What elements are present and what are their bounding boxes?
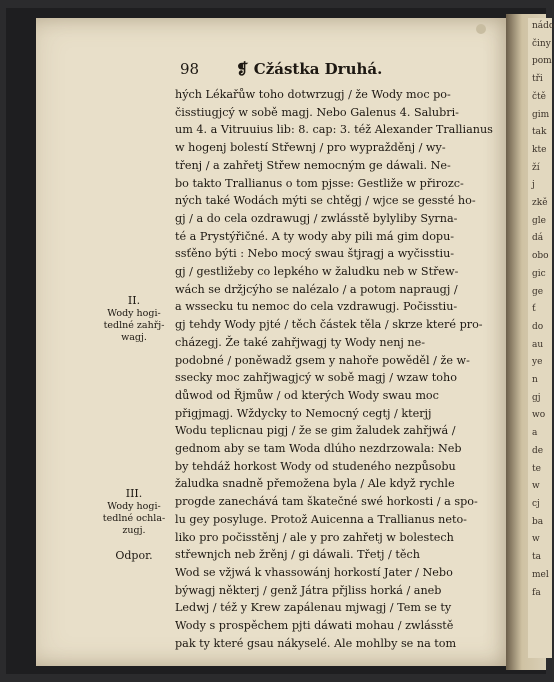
text-line: Wody s prospěchem pjti dáwati mohau / zwlásstě	[175, 619, 454, 633]
margin-note-number: III.	[125, 487, 143, 500]
text-line: w hogenj bolestí Střewnj / pro wypražděnj / wy-	[175, 141, 446, 155]
text-line: důwod od Řjmůw / od kterých Wody swau moc	[175, 388, 439, 402]
margin-note-line: Odpor.	[115, 549, 153, 562]
margin-note-line: Wody hogi-	[107, 501, 161, 512]
text-line: gj tehdy Wody pjté / těch částek těla / skrze které pro-	[175, 318, 483, 332]
margin-note-iii	[98, 488, 170, 537]
text-line: čisstiugjcý w sobě magj. Nebo Galenus 4. Salubri-	[175, 105, 459, 119]
adjacent-page-fragment: fa	[532, 587, 541, 598]
text-line: střewnjch neb žrěnj / gi dáwali. Třetj / těch	[175, 548, 420, 562]
text-line: ných také Wodách mýti se chtěgj / wjce se gessté ho-	[175, 194, 476, 208]
text-line: přigjmagj. Wždycky to Nemocný cegtj / kterjj	[175, 406, 432, 420]
page-stain	[476, 24, 486, 34]
adjacent-page-fragment: n	[532, 375, 538, 386]
text-line: žaludka snadně přemožena byla / Ale když rychle	[175, 477, 455, 491]
adjacent-page-fragment: gj	[532, 392, 541, 403]
adjacent-page-fragment: do	[532, 321, 544, 332]
adjacent-page-fragment: ye	[532, 357, 543, 368]
adjacent-page-fragment: gim	[532, 109, 550, 120]
text-line: pak ty které gsau nákyselé. Ale mohlby se na tom	[175, 636, 457, 650]
text-line: lu gey posyluge. Protož Auicenna a Trallianus neto-	[175, 512, 467, 526]
adjacent-page-fragment: j	[532, 180, 535, 191]
adjacent-page-fragment: činy	[532, 38, 551, 49]
margin-note-ii	[98, 295, 170, 344]
adjacent-page-fragment: zkě	[532, 198, 548, 209]
text-line: podobné / poněwadž gsem y nahoře powěděl / že w-	[175, 353, 470, 367]
text-line: Wodu teplicnau pigj / že se gim žaludek zahřjwá /	[175, 424, 456, 438]
text-line: Wod se vžjwá k vhassowánj horkostí Jater / Nebo	[175, 565, 453, 579]
adjacent-page-fragment: kte	[532, 144, 547, 155]
text-line: a wssecku tu nemoc do cela vzdrawugj. Počisstiu-	[175, 300, 458, 314]
adjacent-page-fragment: ge	[532, 286, 544, 297]
text-line: progde zanechává tam škatečné swé horkosti / a spo-	[175, 495, 478, 509]
adjacent-page-fragment: cj	[532, 498, 540, 509]
text-line: gj / gestližeby co lepkého w žaludku neb w Střew-	[175, 265, 459, 279]
text-line: bo takto Trallianus o tom pjsse: Gestliže w přirozc-	[175, 176, 464, 190]
text-line: liko pro počisstěnj / ale y pro zahřetj w bolestech	[175, 530, 454, 544]
adjacent-page-fragment: tři	[532, 74, 543, 85]
adjacent-page-fragment: ta	[532, 552, 541, 563]
adjacent-page-fragment: mel	[532, 569, 549, 580]
page-number: 98	[180, 60, 200, 78]
adjacent-page-fragment: de	[532, 445, 544, 456]
margin-note-line: wagj.	[121, 332, 147, 343]
adjacent-page-fragment: te	[532, 463, 541, 474]
text-line: té a Prystýřičné. A ty wody aby pili má gim dopu-	[175, 229, 455, 243]
adjacent-page-fragment: čtě	[532, 91, 546, 102]
adjacent-page-fragment: au	[532, 339, 544, 350]
text-line: gednom aby se tam Woda dlúho nezdrzowala: Neb	[175, 442, 462, 456]
adjacent-page-fragment: pom	[532, 56, 552, 67]
page-header	[180, 60, 480, 82]
margin-note-odpor	[98, 550, 170, 562]
adjacent-page-fragment: ba	[532, 516, 544, 527]
margin-note-line: zugj.	[122, 525, 146, 536]
text-line: třenj / a zahřetj Střew nemocným ge dáwali. Ne-	[175, 158, 451, 172]
adjacent-page-fragment: obo	[532, 251, 549, 262]
margin-note-line: Wody hogi-	[107, 308, 161, 319]
margin-note-line: tedlné ochla-	[102, 513, 166, 524]
text-line: ssťěno býti : Nebo mocý swau štjragj a wyčisstiu-	[175, 247, 455, 261]
margin-note-line: tedlné zahřj-	[103, 320, 165, 331]
text-line: ssecky moc zahřjwagjcý w sobě magj / wzaw toho	[175, 371, 457, 385]
adjacent-page-fragment: w	[532, 481, 540, 492]
text-line: um 4. a Vitruuius lib: 8. cap: 3. též Alexander Trallianus	[175, 123, 493, 137]
adjacent-page-edge	[528, 18, 552, 658]
margin-note-number: II.	[127, 294, 141, 307]
running-title: ❡ Cžástka Druhá.	[236, 60, 383, 78]
text-line: Ledwj / též y Krew zapálenau mjwagj / Tem se ty	[175, 601, 452, 615]
text-line: gj / a do cela ozdrawugj / zwlásstě bylyliby Syrna-	[175, 211, 458, 225]
adjacent-page-fragment: a	[532, 428, 538, 439]
text-line: býwagj některj / genž Játra přjliss horká / aneb	[175, 583, 442, 597]
text-line: cházegj. Že také zahřjwagj ty Wody nenj ne-	[175, 335, 426, 349]
adjacent-page-fragment: ť	[532, 304, 536, 315]
adjacent-page-fragment: gic	[532, 268, 546, 279]
adjacent-page-fragment: nádo	[532, 21, 554, 31]
adjacent-page-fragment: ží	[532, 162, 540, 173]
adjacent-page-fragment: gle	[532, 215, 546, 226]
adjacent-page-fragment: dá	[532, 233, 544, 244]
text-line: by tehdáž horkost Wody od studeného nezpůsobu	[175, 459, 456, 473]
text-line: hých Lékařůw toho dotwrzugj / že Wody moc po-	[175, 88, 451, 101]
adjacent-page-fragment: tak	[532, 127, 547, 138]
adjacent-page-fragment: wo	[532, 410, 546, 421]
main-text-block	[175, 86, 493, 653]
adjacent-page-fragment: w	[532, 534, 540, 545]
text-line: wách se držjcýho se nalézalo / a potom napraugj /	[175, 282, 458, 296]
